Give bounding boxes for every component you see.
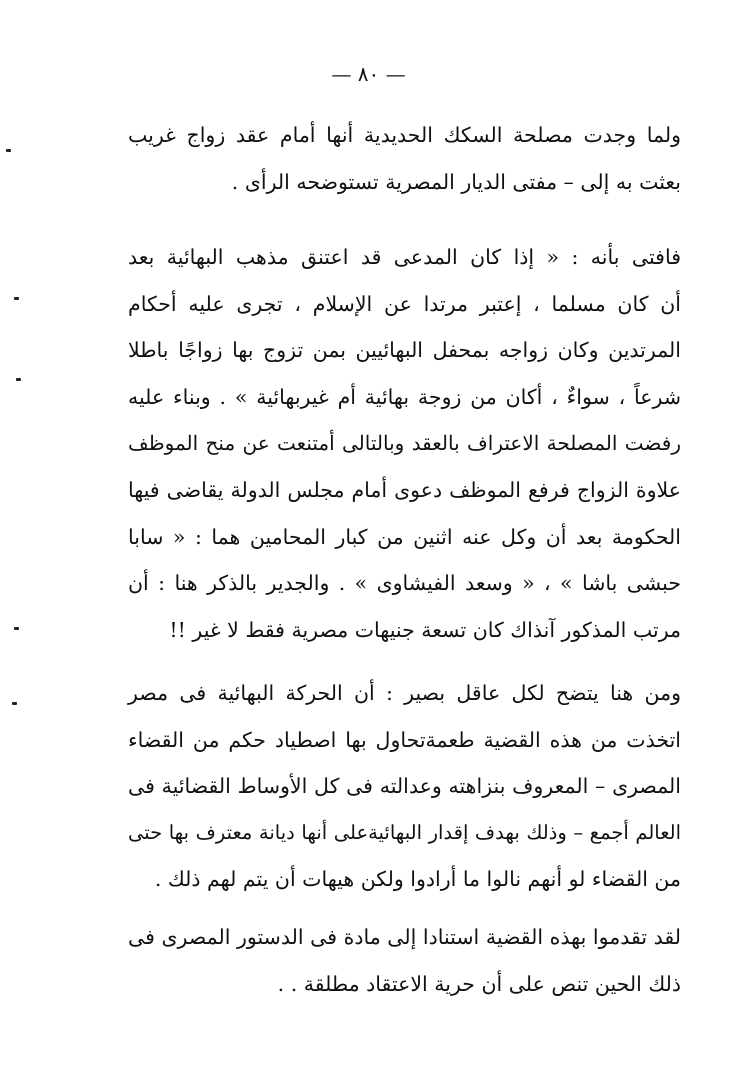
paragraph-2 bbox=[128, 234, 681, 653]
text-line: مرتب المذكور آنذاك كان تسعة جنيهات مصرية فقط لا غير !! bbox=[169, 617, 681, 642]
text-line: لقد تقدموا بهذه القضية استنادا إلى مادة فى الدستور المصرى فى bbox=[128, 925, 681, 949]
text-line: ولما وجدت مصلحة السكك الحديدية أنها أمام عقد زواج غريب bbox=[128, 123, 681, 147]
text-line: المرتدين وكان زواجه بمحفل البهائيين بمن تزوج بها زواجًا باطلا bbox=[128, 338, 681, 363]
text-line: العالم أجمع – وذلك بهدف إقدار البهائيةعلى أنها ديانة معترف بها حتى bbox=[128, 820, 681, 844]
paragraph-1 bbox=[128, 112, 681, 205]
text-line: علاوة الزواج فرفع الموظف دعوى أمام مجلس الدولة يقاضى فيها bbox=[128, 477, 681, 502]
text-line: ومن هنا يتضح لكل عاقل بصير : أن الحركة البهائية فى مصر bbox=[128, 681, 681, 705]
page-number: — ٨٠ — bbox=[331, 62, 406, 86]
text-line: ذلك الحين تنص على أن حرية الاعتقاد مطلقة . . bbox=[277, 971, 681, 996]
text-line: الحكومة بعد أن وكل عنه اثنين من كبار المحامين هما : « سابا bbox=[128, 524, 681, 549]
margin-mark bbox=[16, 378, 21, 381]
margin-mark bbox=[14, 627, 19, 630]
text-line: فافتى بأنه : « إذا كان المدعى قد اعتنق مذهب البهائية بعد bbox=[128, 245, 681, 269]
text-line: من القضاء لو أنهم نالوا ما أرادوا ولكن هيهات أن يتم لهم ذلك . bbox=[154, 867, 681, 892]
paragraph-4 bbox=[128, 914, 681, 1007]
margin-mark bbox=[12, 702, 17, 705]
margin-mark bbox=[14, 297, 19, 300]
text-line: شرعاً ، سواءٌ ، أكان من زوجة بهائية أم غيربهائية » . وبناء عليه bbox=[128, 384, 681, 409]
text-line: المصرى – المعروف بنزاهته وعدالته فى كل الأوساط القضائية فى bbox=[128, 774, 681, 799]
paragraph-3 bbox=[128, 670, 681, 903]
text-line: اتخذت من هذه القضية طعمةتحاول بها اصطياد حكم من القضاء bbox=[128, 727, 681, 752]
margin-mark bbox=[6, 149, 11, 152]
text-line: حبشى باشا » ، « وسعد الفيشاوى » . والجدير بالذكر هنا : أن bbox=[128, 571, 681, 596]
text-line: بعثت به إلى – مفتى الديار المصرية تستوضحه الرأى . bbox=[231, 169, 681, 194]
text-line: رفضت المصلحة الاعتراف بالعقد وبالتالى أمتنعت عن منح الموظف bbox=[128, 431, 681, 456]
text-line: أن كان مسلما ، إعتبر مرتدا عن الإسلام ، تجرى عليه أحكام bbox=[128, 291, 681, 316]
